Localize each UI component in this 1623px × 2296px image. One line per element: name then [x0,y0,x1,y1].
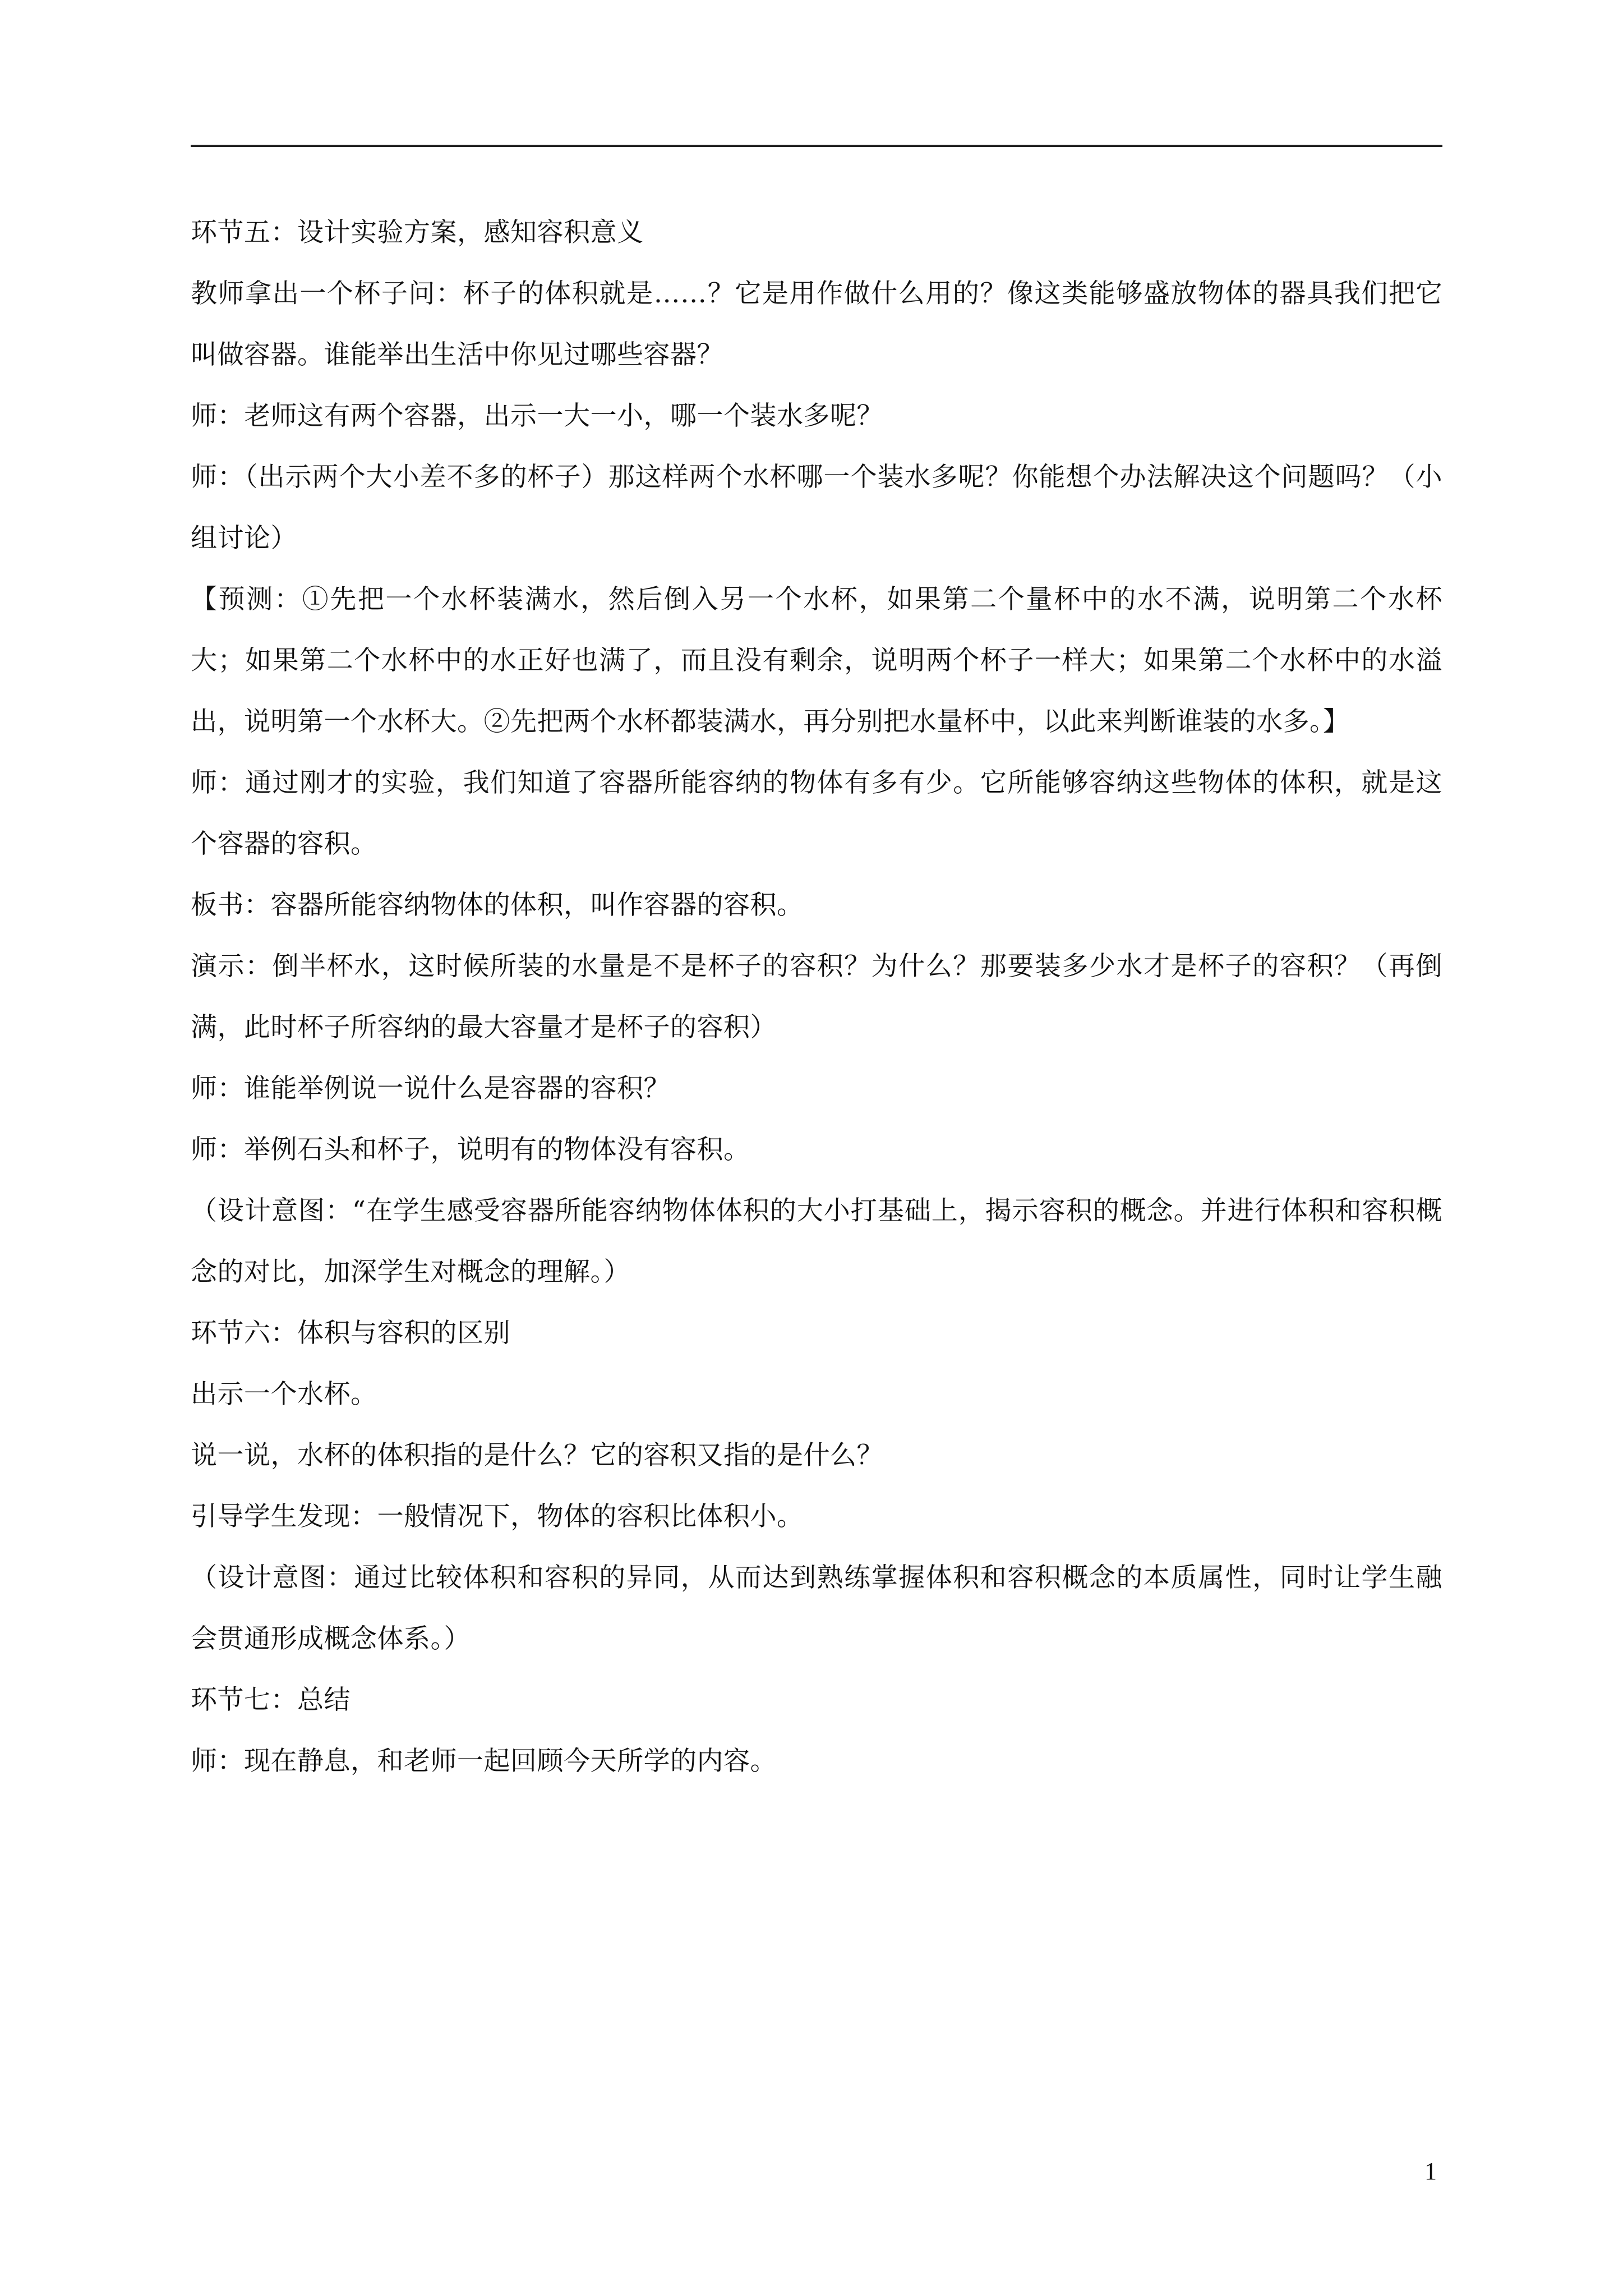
section-heading-6: 环节六：体积与容积的区别 [191,1318,510,1349]
header-rule [191,145,1442,147]
page-number: 1 [1424,2157,1437,2185]
paragraph-prediction: 【预测：①先把一个水杯装满水，然后倒入另一个水杯，如果第二个量杯中的水不满，说明第二个水杯大；如果第二个水杯中的水正好也满了，而且没有剩余，说明两个杯子一样大；如果第二个水杯中的水溢出，说明第一个水杯大。②先把两个水杯都装满水，再分别把水量杯中，以此来判断谁装的水多。】 [191,584,1442,737]
paragraph-guide-discovery: 引导学生发现：一般情况下，物体的容积比体积小。 [191,1501,804,1532]
paragraph-discuss-volume-capacity: 说一说，水杯的体积指的是什么？它的容积又指的是什么？ [191,1440,883,1471]
document-body [191,202,1442,1792]
paragraph-similar-cups: 师：（出示两个大小差不多的杯子）那这样两个水杯哪一个装水多呢？你能想个办法解决这个问题吗？（小组讨论） [191,462,1442,554]
paragraph-review: 师：现在静息，和老师一起回顾今天所学的内容。 [191,1746,777,1777]
paragraph-design-intent-1: （设计意图：“在学生感受容器所能容纳物体体积的大小打基础上，揭示容积的概念。并进行体积和容积概念的对比，加深学生对概念的理解。） [191,1195,1442,1287]
paragraph-blackboard-definition: 板书：容器所能容纳物体的体积，叫作容器的容积。 [191,890,804,921]
paragraph-stone-and-cup: 师：举例石头和杯子，说明有的物体没有容积。 [191,1134,750,1165]
paragraph-show-cup: 出示一个水杯。 [191,1379,377,1410]
paragraph-two-containers: 师：老师这有两个容器，出示一大一小，哪一个装水多呢？ [191,401,883,431]
section-heading-7: 环节七：总结 [191,1685,351,1715]
paragraph-demonstration: 演示：倒半杯水，这时候所装的水量是不是杯子的容积？为什么？那要装多少水才是杯子的容积？（再倒满，此时杯子所容纳的最大容量才是杯子的容积） [191,951,1442,1043]
paragraph-design-intent-2: （设计意图：通过比较体积和容积的异同，从而达到熟练掌握体积和容积概念的本质属性，同时让学生融会贯通形成概念体系。） [191,1562,1442,1654]
section-heading-5: 环节五：设计实验方案，感知容积意义 [191,217,644,248]
paragraph-experiment-conclusion: 师：通过刚才的实验，我们知道了容器所能容纳的物体有多有少。它所能够容纳这些物体的体积，就是这个容器的容积。 [191,767,1442,859]
paragraph-examples-question: 师：谁能举例说一说什么是容器的容积？ [191,1073,670,1104]
paragraph-teacher-cup-question: 教师拿出一个杯子问：杯子的体积就是……？它是用作做什么用的？像这类能够盛放物体的器具我们把它叫做容器。谁能举出生活中你见过哪些容器？ [191,278,1442,370]
